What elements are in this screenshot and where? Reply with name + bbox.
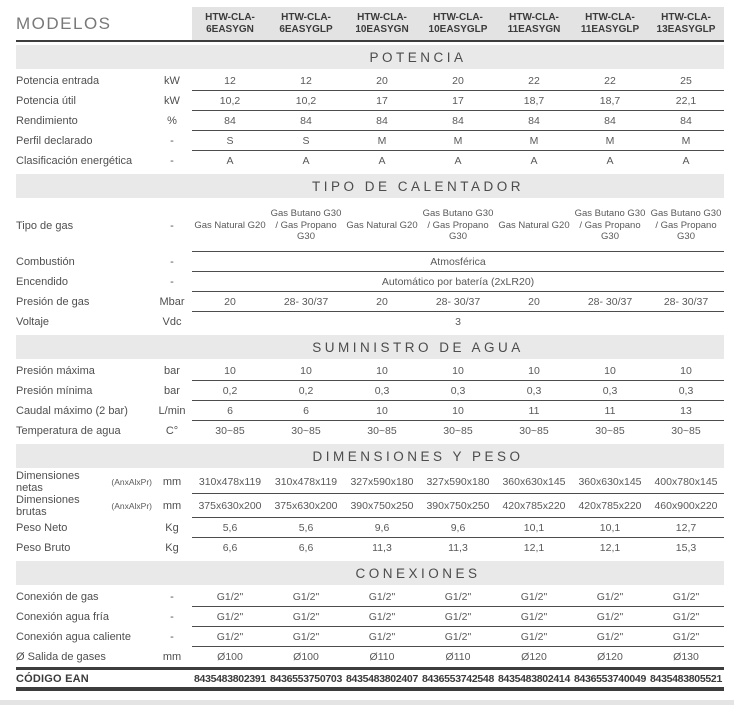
bottom-strip: [0, 700, 734, 705]
row-label: [16, 151, 152, 171]
value-cell: G1/2": [672, 630, 700, 643]
value-cell: 22: [604, 74, 616, 87]
spec-table: [16, 0, 724, 691]
value-cell: G1/2": [672, 610, 700, 623]
ean-value-cell: 8435483802391: [193, 672, 266, 685]
value-cell: G1/2": [444, 590, 472, 603]
model-name-line1: HTW-CLA-: [433, 11, 483, 23]
spec-row: [16, 312, 724, 332]
row-unit: -: [170, 611, 174, 623]
row-label: [16, 361, 152, 381]
value-cell: 420x785x220: [502, 499, 566, 512]
value-cell: 28- 30/37: [435, 295, 481, 308]
value-cell: G1/2": [216, 590, 244, 603]
spec-row: [16, 401, 724, 421]
row-unit: L/min: [158, 405, 186, 417]
value-cell: 9,6: [374, 521, 390, 534]
model-column-0: [192, 7, 268, 40]
spec-row: [16, 131, 724, 151]
value-cell: S: [226, 134, 234, 147]
value-cell: G1/2": [368, 610, 396, 623]
row-label: [16, 312, 152, 332]
row-label: [16, 627, 152, 647]
row-values: [192, 470, 724, 494]
section-title: DIMENSIONES Y PESO: [312, 448, 524, 464]
value-cell: 28- 30/37: [587, 295, 633, 308]
value-cell: 0,3: [678, 384, 694, 397]
spec-row: [16, 252, 724, 272]
model-name-line1: HTW-CLA-: [357, 11, 407, 23]
row-unit: Mbar: [159, 296, 185, 308]
row-values: [192, 607, 724, 627]
value-cell: 5,6: [222, 521, 238, 534]
value-cell: 84: [452, 114, 464, 127]
value-cell: M: [529, 134, 539, 147]
value-cell: G1/2": [596, 610, 624, 623]
section-header-3: [16, 444, 724, 468]
value-cell: 5,6: [298, 521, 314, 534]
spec-row: [16, 71, 724, 91]
section-title: CONEXIONES: [355, 565, 481, 581]
value-cell: A: [682, 155, 690, 167]
row-values: [192, 91, 724, 111]
value-cell: Gas Butano G30 / Gas Propano G30: [650, 208, 722, 243]
spec-row: [16, 494, 724, 518]
row-unit: bar: [164, 385, 180, 397]
value-cell: 400x780x145: [654, 475, 718, 488]
value-cell: 12,1: [523, 542, 545, 554]
value-cell: 30~85: [215, 425, 245, 437]
row-values: [192, 71, 724, 91]
model-name-line1: HTW-CLA-: [281, 11, 331, 23]
value-cell: 30~85: [443, 425, 473, 437]
value-cell: A: [378, 155, 386, 167]
model-column-1: [268, 7, 344, 40]
value-cell: 30~85: [367, 425, 397, 437]
model-name-line2: 6EASYGN: [206, 23, 254, 35]
value-cell: 10: [452, 404, 464, 417]
value-cell: 18,7: [523, 94, 545, 107]
row-label-text: Temperatura de agua: [16, 425, 121, 437]
value-cell: G1/2": [292, 610, 320, 623]
ean-label: CÓDIGO EAN: [16, 672, 89, 685]
row-values: [192, 587, 724, 607]
model-name-line2: 6EASYGLP: [279, 23, 333, 35]
row-label-text: Potencia entrada: [16, 75, 100, 87]
row-label-small-text: (AnxAlxPr): [111, 477, 152, 487]
row-label-text: Clasificación energética: [16, 155, 133, 167]
row-label-text: Dimensiones netas: [16, 470, 80, 494]
row-unit: mm: [162, 500, 182, 512]
value-cell: 22: [528, 74, 540, 87]
value-cell: 375x630x200: [274, 499, 338, 512]
row-unit: -: [170, 155, 174, 167]
spec-row: [16, 518, 724, 538]
row-label: [16, 421, 152, 441]
row-label: [16, 91, 152, 111]
spec-row: [16, 200, 724, 252]
section-header-1: [16, 174, 724, 198]
value-cell: 9,6: [450, 521, 466, 534]
row-values: [192, 131, 724, 151]
row-label: [16, 252, 152, 272]
value-cell: 10: [452, 364, 464, 377]
value-cell: 17: [452, 94, 464, 107]
ean-value-cell: 8435483802414: [497, 672, 570, 685]
ean-value-cell: 8435483805521: [649, 672, 722, 685]
value-cell: G1/2": [444, 610, 472, 623]
value-cell: A: [226, 155, 234, 167]
row-values: [192, 538, 724, 558]
row-unit: Kg: [165, 522, 179, 534]
row-label: [16, 292, 152, 312]
row-label-text: Conexión de gas: [16, 591, 99, 603]
model-name-line1: HTW-CLA-: [661, 11, 711, 23]
row-label: [16, 381, 152, 401]
ean-value-cell: 8436553740049: [573, 672, 646, 685]
value-cell: 0,2: [298, 384, 314, 397]
row-label-text: Potencia útil: [16, 95, 76, 107]
row-unit: bar: [164, 365, 180, 377]
spec-row: [16, 111, 724, 131]
value-cell: G1/2": [520, 590, 548, 603]
spec-row: [16, 470, 724, 494]
value-cell: G1/2": [520, 630, 548, 643]
value-cell: 327x590x180: [426, 475, 490, 488]
value-cell: Ø100: [217, 651, 243, 663]
value-cell: 30~85: [291, 425, 321, 437]
value-cell: 10: [376, 364, 388, 377]
value-cell: G1/2": [216, 610, 244, 623]
row-unit: -: [170, 220, 174, 232]
value-cell: Ø100: [293, 651, 319, 663]
spec-row: [16, 272, 724, 292]
value-cell: A: [454, 155, 462, 167]
spec-row: [16, 587, 724, 607]
value-cell: 30~85: [519, 425, 549, 437]
spec-row: [16, 151, 724, 171]
value-cell: Gas Natural G20: [346, 219, 418, 231]
row-label: [16, 494, 152, 518]
spec-row: [16, 627, 724, 647]
value-cell: M: [681, 134, 691, 147]
value-cell: 10: [300, 364, 312, 377]
row-label-text: Presión máxima: [16, 365, 95, 377]
model-name-line1: HTW-CLA-: [205, 11, 255, 23]
sections-container: [16, 45, 724, 667]
section-title: SUMINISTRO DE AGUA: [312, 339, 524, 355]
row-label: [16, 272, 152, 292]
value-cell: S: [302, 134, 310, 147]
row-label: [16, 607, 152, 627]
value-cell: 10: [604, 364, 616, 377]
value-cell: 10: [376, 404, 388, 417]
value-cell: 28- 30/37: [663, 295, 709, 308]
value-cell: 12: [224, 74, 236, 87]
value-cell: Ø120: [597, 651, 623, 663]
model-name-line2: 11EASYGN: [507, 23, 561, 35]
section-header-4: [16, 561, 724, 585]
model-column-5: [572, 7, 648, 40]
model-name-line1: HTW-CLA-: [585, 11, 635, 23]
model-name-line2: 11EASYGLP: [580, 23, 640, 35]
spec-row: [16, 538, 724, 558]
value-cell: M: [453, 134, 463, 147]
row-label-text: Encendido: [16, 276, 68, 288]
value-cell: 11,3: [372, 542, 392, 554]
row-label-text: Voltaje: [16, 316, 50, 328]
value-cell: 390x750x250: [350, 499, 414, 512]
row-unit: -: [170, 256, 174, 268]
value-cell: G1/2": [216, 630, 244, 643]
spec-row: [16, 381, 724, 401]
value-cell: G1/2": [292, 630, 320, 643]
value-cell: 0,3: [602, 384, 618, 397]
row-values: [192, 312, 724, 332]
row-label-text: Peso Bruto: [16, 542, 71, 554]
row-values: [192, 272, 724, 292]
value-cell: G1/2": [292, 590, 320, 603]
value-cell: 10: [680, 364, 692, 377]
row-values: [192, 627, 724, 647]
row-label-text: Tipo de gas: [16, 220, 74, 232]
row-values: [192, 151, 724, 171]
value-cell-span: Automático por batería (2xLR20): [381, 275, 535, 288]
value-cell: M: [377, 134, 387, 147]
ean-values: [192, 673, 724, 685]
value-cell: 11,3: [448, 542, 468, 554]
value-cell: Gas Butano G30 / Gas Propano G30: [574, 208, 646, 243]
row-label-text: Presión mínima: [16, 385, 93, 397]
value-cell: 0,3: [526, 384, 542, 397]
value-cell: 84: [604, 114, 616, 127]
value-cell: 11: [604, 404, 616, 417]
value-cell: Gas Butano G30 / Gas Propano G30: [422, 208, 494, 243]
spec-row: [16, 91, 724, 111]
value-cell: Ø110: [445, 651, 471, 663]
value-cell: 17: [376, 94, 388, 107]
row-label: [16, 518, 152, 538]
row-values: [192, 494, 724, 518]
row-unit: %: [167, 115, 177, 127]
ean-value-cell: 8436553742548: [421, 672, 494, 685]
value-cell: 310x478x119: [274, 475, 338, 488]
value-cell: 360x630x145: [578, 475, 642, 488]
value-cell: 390x750x250: [426, 499, 490, 512]
value-cell: 6,6: [222, 542, 238, 554]
row-label-text: Conexión agua fría: [16, 611, 109, 623]
row-unit: -: [170, 276, 174, 288]
value-cell: 375x630x200: [198, 499, 262, 512]
value-cell: G1/2": [368, 590, 396, 603]
value-cell: 20: [224, 295, 236, 308]
row-label: [16, 111, 152, 131]
row-values: [192, 111, 724, 131]
value-cell: Gas Natural G20: [194, 219, 266, 231]
row-label: [16, 71, 152, 91]
value-cell: 360x630x145: [502, 475, 566, 488]
value-cell: 20: [376, 295, 388, 308]
value-cell: G1/2": [596, 590, 624, 603]
value-cell: A: [302, 155, 310, 167]
value-cell: 10: [224, 364, 236, 377]
row-unit: -: [170, 631, 174, 643]
row-values: [192, 401, 724, 421]
row-values: [192, 647, 724, 667]
row-unit: kW: [164, 95, 180, 107]
value-cell: 10,2: [295, 94, 317, 107]
section-header-2: [16, 335, 724, 359]
row-label: [16, 401, 152, 421]
value-cell: 12,7: [675, 521, 697, 534]
value-cell: 84: [528, 114, 540, 127]
value-cell: 0,2: [222, 384, 238, 397]
value-cell: 12,1: [599, 542, 621, 554]
model-name-line1: HTW-CLA-: [509, 11, 559, 23]
value-cell: M: [605, 134, 615, 147]
value-cell-span: Atmosférica: [430, 255, 486, 268]
model-name-line2: 13EASYGLP: [656, 23, 716, 35]
value-cell: 12: [300, 74, 312, 87]
value-cell: 84: [300, 114, 312, 127]
value-cell: 6: [303, 404, 309, 417]
value-cell: G1/2": [520, 610, 548, 623]
value-cell-span: 3: [455, 316, 461, 328]
value-cell: 0,3: [374, 384, 390, 397]
value-cell: 10,2: [219, 94, 241, 107]
value-cell: A: [530, 155, 538, 167]
value-cell: 15,3: [675, 542, 697, 554]
row-unit: C°: [165, 425, 179, 437]
row-label-text: Presión de gas: [16, 296, 90, 308]
row-label-text: Peso Neto: [16, 522, 68, 534]
model-column-2: [344, 7, 420, 40]
value-cell: 18,7: [599, 94, 621, 107]
models-title: MODELOS: [16, 14, 112, 33]
value-cell: 13: [680, 404, 692, 417]
value-cell: Ø120: [521, 651, 547, 663]
value-cell: 420x785x220: [578, 499, 642, 512]
model-name-line2: 10EASYGN: [355, 23, 409, 35]
ean-value-cell: 8435483802407: [345, 672, 418, 685]
value-cell: 22,1: [675, 94, 697, 107]
row-unit: mm: [162, 651, 182, 663]
value-cell: 0,3: [450, 384, 466, 397]
value-cell: 20: [452, 74, 464, 87]
value-cell: 10,1: [523, 521, 545, 534]
value-cell: Ø110: [369, 651, 395, 663]
spec-row: [16, 361, 724, 381]
value-cell: 28- 30/37: [283, 295, 329, 308]
row-label-text: Combustión: [16, 256, 75, 268]
row-label: [16, 131, 152, 151]
row-unit: Vdc: [162, 316, 182, 328]
value-cell: 327x590x180: [350, 475, 414, 488]
model-column-6: [648, 7, 724, 40]
row-label: [16, 587, 152, 607]
model-name-line2: 10EASYGLP: [428, 23, 488, 35]
row-label-text: Ø Salida de gases: [16, 651, 106, 663]
row-label: [16, 538, 152, 558]
spec-row: [16, 421, 724, 441]
row-values: [192, 361, 724, 381]
value-cell: 30~85: [671, 425, 701, 437]
value-cell: Gas Butano G30 / Gas Propano G30: [270, 208, 342, 243]
spec-row: [16, 607, 724, 627]
model-column-3: [420, 7, 496, 40]
ean-row: [16, 667, 724, 691]
row-values: [192, 518, 724, 538]
value-cell: 11: [528, 404, 540, 417]
row-label-text: Dimensiones brutas: [16, 494, 80, 518]
value-cell: 10,1: [599, 521, 621, 534]
row-values: [192, 252, 724, 272]
value-cell: 460x900x220: [654, 499, 718, 512]
value-cell: 25: [680, 74, 692, 87]
header-divider: [16, 40, 724, 42]
model-column-4: [496, 7, 572, 40]
row-label-text: Perfil declarado: [16, 135, 93, 147]
section-title: POTENCIA: [369, 49, 467, 65]
row-unit: Kg: [165, 542, 179, 554]
row-label: [16, 647, 152, 667]
value-cell: 20: [528, 295, 540, 308]
spec-row: [16, 292, 724, 312]
row-unit: kW: [164, 75, 180, 87]
value-cell: Ø130: [673, 651, 699, 663]
value-cell: 20: [376, 74, 388, 87]
row-label-text: Rendimiento: [16, 115, 78, 127]
row-label-text: Conexión agua caliente: [16, 631, 131, 643]
row-values: [192, 381, 724, 401]
row-unit: mm: [162, 476, 182, 488]
models-header-left: [16, 0, 192, 40]
value-cell: Gas Natural G20: [498, 219, 570, 231]
value-cell: 84: [680, 114, 692, 127]
row-label-text: Caudal máximo (2 bar): [16, 405, 128, 417]
row-unit: -: [170, 591, 174, 603]
value-cell: G1/2": [672, 590, 700, 603]
value-cell: G1/2": [368, 630, 396, 643]
value-cell: 10: [528, 364, 540, 377]
value-cell: 6,6: [298, 542, 314, 554]
value-cell: 310x478x119: [198, 475, 262, 488]
value-cell: 84: [376, 114, 388, 127]
ean-value-cell: 8436553750703: [269, 672, 342, 685]
row-values: [192, 200, 724, 252]
value-cell: G1/2": [596, 630, 624, 643]
model-columns-header: [192, 7, 724, 40]
row-values: [192, 292, 724, 312]
value-cell: G1/2": [444, 630, 472, 643]
value-cell: 84: [224, 114, 236, 127]
value-cell: 6: [227, 404, 233, 417]
row-label: [16, 470, 152, 494]
value-cell: A: [606, 155, 614, 167]
row-values: [192, 421, 724, 441]
row-label: [16, 200, 152, 252]
value-cell: 30~85: [595, 425, 625, 437]
models-header-row: [16, 0, 724, 40]
section-title: TIPO DE CALENTADOR: [311, 178, 525, 194]
spec-row: [16, 647, 724, 667]
row-label-small-text: (AnxAlxPr): [111, 501, 152, 511]
section-header-0: [16, 45, 724, 69]
row-unit: -: [170, 135, 174, 147]
